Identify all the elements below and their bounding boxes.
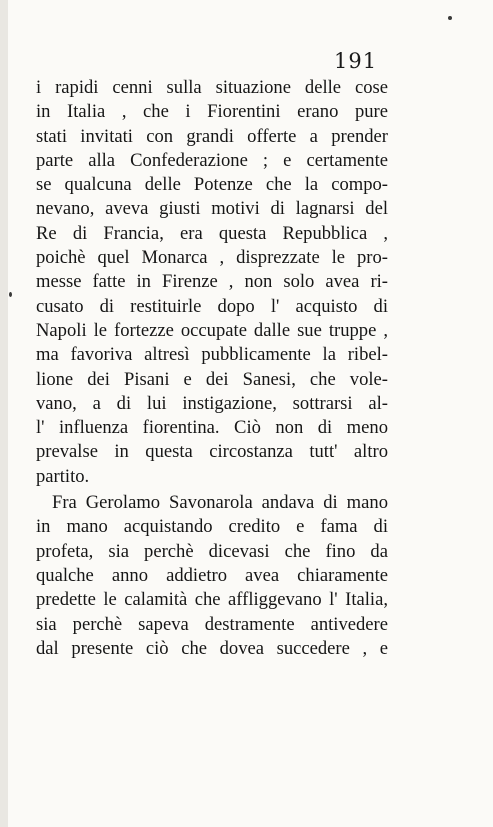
text-line: partito.	[36, 465, 90, 487]
text-line: qualche anno addietro avea chiaramente	[36, 564, 388, 586]
text-line: parte alla Confederazione ; e certamente	[36, 149, 388, 171]
text-line: prevalse in questa circostanza tutt' altro	[36, 441, 388, 463]
text-line: l' influenza fiorentina. Ciò non di meno	[36, 417, 388, 439]
text-line: i rapidi cenni sulla situazione delle cose	[36, 77, 388, 98]
page-number: 191	[334, 49, 378, 73]
paragraph-1	[36, 76, 388, 489]
text-line: Fra Gerolamo Savonarola andava di mano	[52, 492, 388, 514]
text-line: messe fatte in Firenze , non solo avea ri-	[36, 271, 388, 293]
text-line: in Italia , che i Fiorentini erano pure	[36, 101, 388, 123]
ink-speck	[448, 16, 452, 20]
text-line: nevano, aveva giusti motivi di lagnarsi del	[36, 198, 388, 220]
paragraph-2	[36, 491, 388, 661]
text-line: dal presente ciò che dovea succedere , e	[36, 637, 388, 659]
scan-edge	[0, 0, 8, 827]
text-line: in mano acquistando credito e fama di	[36, 516, 388, 538]
text-line: cusato di restituirle dopo l' acquisto di	[36, 295, 388, 317]
body-text	[36, 76, 388, 661]
text-line: predette le calamità che affliggevano l' Italia,	[36, 589, 388, 611]
text-line: lione dei Pisani e dei Sanesi, che vole-	[36, 368, 388, 390]
text-line: vano, a di lui instigazione, sottrarsi al-	[36, 392, 388, 414]
text-line: sia perchè sapeva destramente antivedere	[36, 613, 388, 635]
text-line: ma favoriva altresì pubblicamente la ribel-	[36, 344, 388, 366]
text-line: stati invitati con grandi offerte a prender	[36, 125, 388, 147]
text-line: Re di Francia, era questa Repubblica ,	[36, 222, 388, 244]
text-line: Napoli le fortezze occupate dalle sue truppe ,	[36, 319, 388, 341]
ink-speck	[9, 292, 12, 297]
text-line: profeta, sia perchè dicevasi che fino da	[36, 540, 388, 562]
text-line: poichè quel Monarca , disprezzate le pro-	[36, 247, 388, 269]
text-line: se qualcuna delle Potenze che la compo-	[36, 174, 388, 196]
